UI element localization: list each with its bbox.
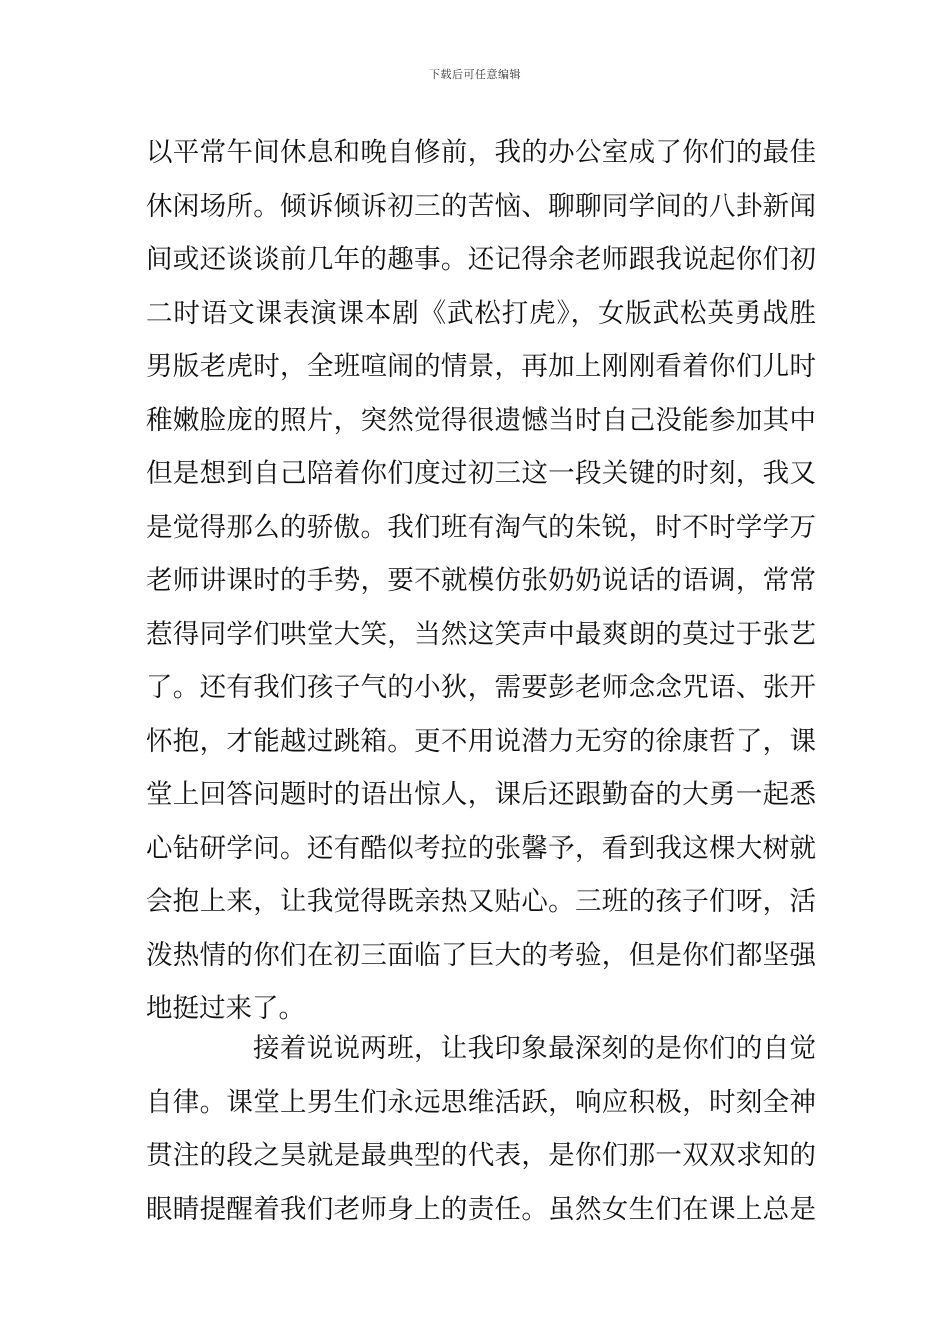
text-line: 自律。课堂上男生们永远思维活跃，响应积极，时刻全神 — [146, 1086, 816, 1118]
text-line: 以平常午间休息和晚自修前，我的办公室成了你们的最佳 — [146, 137, 816, 168]
text-line: 眼睛提醒着我们老师身上的责任。虽然女生们在课上总是 — [146, 1193, 816, 1225]
text-line: 老师讲课时的手势，要不就模仿张奶奶说话的语调，常常 — [146, 565, 816, 596]
paragraph-2 — [146, 1022, 816, 1236]
text-line: 是觉得那么的骄傲。我们班有淘气的朱锐，时不时学学万 — [146, 511, 816, 543]
text-line: 心钻研学问。还有酷似考拉的张馨予，看到我这棵大树就 — [146, 832, 816, 864]
text-line: 泼热情的你们在初三面临了巨大的考验，但是你们都坚强 — [146, 939, 816, 971]
text-line: 怀抱，才能越过跳箱。更不用说潜力无穷的徐康哲了，课 — [146, 725, 816, 757]
text-line: 接着说说两班，让我印象最深刻的是你们的自觉 — [253, 1033, 816, 1064]
text-line: 贯注的段之昊就是最典型的代表，是你们那一双双求知的 — [146, 1140, 816, 1171]
text-line: 会抱上来，让我觉得既亲热又贴心。三班的孩子们呀，活 — [146, 886, 816, 917]
text-line: 间或还谈谈前几年的趣事。还记得余老师跟我说起你们初 — [146, 244, 816, 275]
text-line: 但是想到自己陪着你们度过初三这一段关键的时刻，我又 — [146, 458, 816, 489]
text-line: 地挺过来了。 — [146, 993, 305, 1024]
text-line: 堂上回答问题时的语出惊人，课后还跟勤奋的大勇一起悉 — [146, 779, 816, 810]
text-line: 休闲场所。倾诉倾诉初三的苦恼、聊聊同学间的八卦新闻 — [146, 190, 816, 222]
paragraph-1 — [146, 126, 816, 1036]
text-line: 男版老虎时，全班喧闹的情景，再加上刚刚看着你们儿时 — [146, 351, 816, 382]
text-line: 了。还有我们孩子气的小狄，需要彭老师念念咒语、张开 — [146, 672, 816, 703]
page-header: 下载后可任意编辑 — [429, 68, 521, 81]
text-line: 惹得同学们哄堂大笑，当然这笑声中最爽朗的莫过于张艺 — [146, 618, 816, 650]
text-line: 稚嫩脸庞的照片，突然觉得很遗憾当时自己没能参加其中 — [146, 404, 816, 436]
text-line: 二时语文课表演课本剧《武松打虎》，女版武松英勇战胜 — [146, 297, 816, 329]
